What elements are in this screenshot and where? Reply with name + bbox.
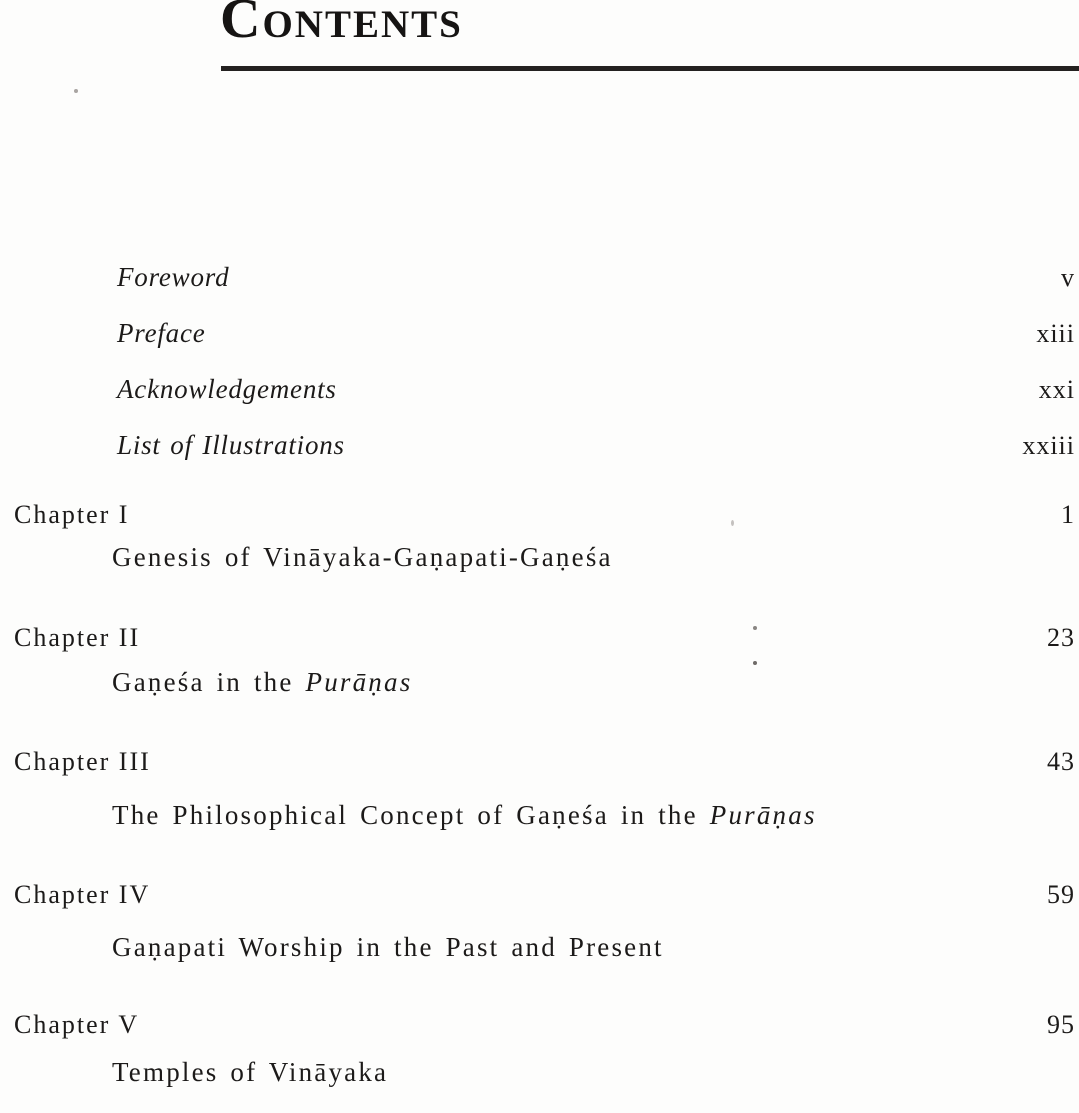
scan-speck — [753, 661, 757, 665]
toc-row-chapter-3 — [0, 746, 1079, 777]
chapter-title: Genesis of Vināyaka-Gaṇapati-Gaṇeśa — [112, 542, 613, 572]
toc-entry-label: Preface — [117, 318, 206, 348]
page-title: Contents — [220, 0, 463, 50]
toc-row-chapter-3-title — [0, 799, 1079, 831]
toc-row-chapter-2 — [0, 622, 1079, 653]
chapter-page: 23 — [1047, 623, 1075, 652]
chapter-label: Chapter IV — [14, 880, 151, 909]
toc-row-acknowledgements — [0, 373, 1079, 405]
toc-entry-label: Acknowledgements — [117, 374, 337, 404]
toc-row-chapter-4 — [0, 879, 1079, 910]
heading-rule — [221, 66, 1079, 71]
toc-row-chapter-2-title — [0, 666, 1079, 698]
scan-speck — [74, 89, 78, 93]
chapter-title: Temples of Vināyaka — [112, 1057, 389, 1087]
toc-entry-page: xxiii — [1022, 431, 1075, 460]
chapter-label: Chapter V — [14, 1010, 140, 1039]
toc-entry-page: xiii — [1036, 319, 1075, 348]
toc-row-chapter-4-title — [0, 931, 1079, 963]
chapter-label: Chapter II — [14, 623, 141, 652]
toc-row-chapter-1-title — [0, 541, 1079, 573]
toc-row-chapter-5 — [0, 1009, 1079, 1040]
toc-row-preface — [0, 317, 1079, 349]
toc-entry-label: List of Illustrations — [117, 430, 345, 460]
toc-entry-page: v — [1061, 263, 1075, 292]
chapter-title: Gaṇeśa in the Purāṇas — [112, 667, 413, 697]
chapter-page: 95 — [1047, 1010, 1075, 1039]
toc-row-foreword — [0, 261, 1079, 293]
toc-row-chapter-5-title — [0, 1056, 1079, 1088]
chapter-page: 59 — [1047, 880, 1075, 909]
toc-row-list-of-illustrations — [0, 429, 1079, 461]
chapter-label: Chapter III — [14, 747, 151, 776]
chapter-label: Chapter I — [14, 500, 130, 529]
toc-entry-label: Foreword — [117, 262, 230, 292]
chapter-title: Gaṇapati Worship in the Past and Present — [112, 932, 664, 962]
chapter-page: 1 — [1061, 500, 1075, 529]
chapter-title: The Philosophical Concept of Gaṇeśa in the Purāṇas — [112, 800, 817, 830]
chapter-page: 43 — [1047, 747, 1075, 776]
toc-row-chapter-1 — [0, 499, 1079, 530]
toc-entry-page: xxi — [1038, 375, 1075, 404]
